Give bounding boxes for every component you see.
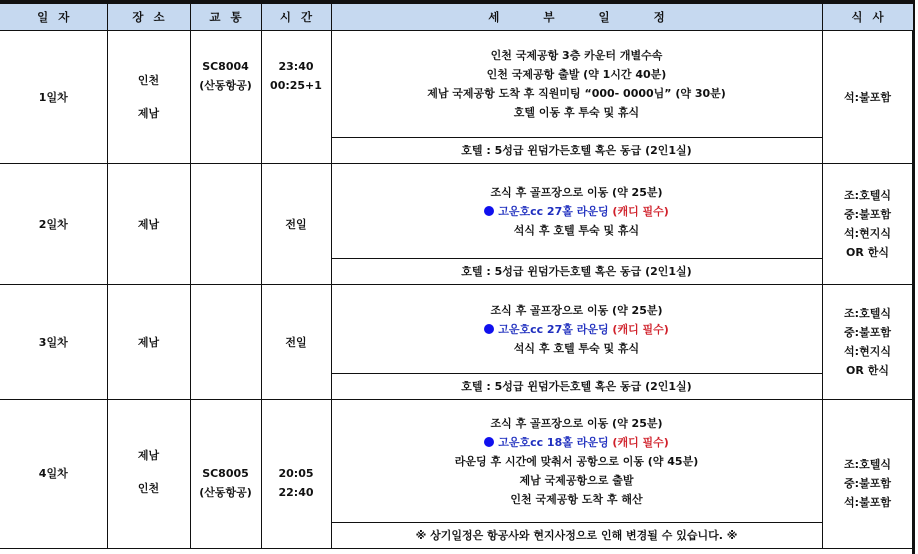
place-to: 인천	[137, 482, 160, 495]
meal-item: 석:현지식	[844, 345, 891, 358]
meal-item: OR 한식	[846, 246, 889, 259]
round-text: 고운호cc 18홀 라운딩	[498, 435, 609, 449]
round-text: 고운호cc 27홀 라운딩	[498, 204, 609, 218]
meal-cell	[822, 400, 913, 549]
detail-cell	[331, 285, 822, 374]
time-cell	[261, 164, 331, 285]
transport-cell	[190, 164, 261, 285]
meal-cell	[822, 31, 913, 164]
time-label: 전일	[285, 217, 307, 231]
place-name: 제남	[137, 217, 160, 231]
time-cell	[261, 285, 331, 400]
airline-name: (산동항공)	[199, 486, 252, 499]
caddie-required: (캐디 필수)	[612, 435, 669, 449]
place-to: 제남	[137, 107, 160, 120]
day-row-3	[0, 285, 913, 374]
place-cell	[107, 400, 190, 549]
meal-item: 석:현지식	[844, 227, 891, 240]
hotel-info: 호텔 : 5성급 윈덤가든호텔 혹은 동급 (2인1실)	[331, 259, 822, 285]
transport-cell	[190, 285, 261, 400]
departure-time: 20:05	[278, 467, 314, 480]
detail-line: 호텔 이동 후 투숙 및 휴식	[513, 106, 640, 119]
detail-line: 조식 후 골프장으로 이동 (약 25분)	[490, 416, 663, 430]
place-from: 인천	[137, 74, 160, 87]
header-meal: 식 사	[822, 4, 913, 31]
detail-line: 제남 국제공항 도착 후 직원미팅 “000- 0000님” (약 30분)	[427, 87, 726, 100]
time-cell	[261, 400, 331, 549]
place-name: 제남	[137, 335, 160, 349]
header-time: 시 간	[261, 4, 331, 31]
arrival-time: 22:40	[278, 486, 314, 499]
place-cell	[107, 285, 190, 400]
arrival-time: 00:25+1	[270, 79, 322, 92]
round-line	[332, 202, 822, 221]
schedule-change-notice: ※ 상기일정은 항공사와 현지사정으로 인해 변경될 수 있습니다. ※	[331, 523, 822, 549]
detail-cell	[331, 31, 822, 138]
meal-item: 조:호텔식	[844, 189, 891, 202]
meal-cell	[822, 285, 913, 400]
departure-time: 23:40	[278, 60, 314, 73]
caddie-required: (캐디 필수)	[612, 204, 669, 218]
day-label: 3일차	[0, 285, 107, 400]
airline-name: (산동항공)	[199, 79, 252, 92]
detail-line: 조식 후 골프장으로 이동 (약 25분)	[490, 185, 663, 199]
transport-cell	[190, 400, 261, 549]
meal-item: 조:호텔식	[844, 307, 891, 320]
bullet-dot-icon	[484, 324, 494, 334]
header-day: 일 자	[0, 4, 107, 31]
meal-item: 중:불포함	[844, 326, 891, 339]
hotel-info: 호텔 : 5성급 윈덤가든호텔 혹은 동급 (2인1실)	[331, 138, 822, 164]
detail-line: 제남 국제공항으로 출발	[519, 473, 634, 487]
day-label: 2일차	[0, 164, 107, 285]
header-row	[0, 4, 913, 31]
meal-item: 석:불포함	[844, 90, 891, 104]
detail-cell	[331, 400, 822, 523]
detail-cell	[331, 164, 822, 259]
flight-number: SC8005	[202, 467, 249, 480]
detail-line: 인천 국제공항 도착 후 해산	[510, 492, 643, 506]
meal-item: OR 한식	[846, 364, 889, 377]
day-label: 4일차	[0, 400, 107, 549]
bullet-dot-icon	[484, 206, 494, 216]
meal-item: 중:불포함	[844, 477, 891, 490]
round-text: 고운호cc 27홀 라운딩	[498, 322, 609, 336]
detail-line: 인천 국제공항 출발 (약 1시간 40분)	[486, 68, 667, 81]
header-place: 장 소	[107, 4, 190, 31]
round-line	[332, 433, 822, 452]
hotel-info: 호텔 : 5성급 윈덤가든호텔 혹은 동급 (2인1실)	[331, 374, 822, 400]
detail-line: 라운딩 후 시간에 맞춰서 공항으로 이동 (약 45분)	[454, 454, 699, 468]
header-detail: 세 부 일 정	[331, 4, 822, 31]
itinerary-table	[0, 3, 914, 549]
bullet-dot-icon	[484, 437, 494, 447]
flight-number: SC8004	[202, 60, 249, 73]
detail-line: 석식 후 호텔 투숙 및 휴식	[513, 223, 640, 237]
detail-line: 조식 후 골프장으로 이동 (약 25분)	[490, 303, 663, 317]
round-line	[332, 320, 822, 339]
place-cell	[107, 164, 190, 285]
header-transport: 교 통	[190, 4, 261, 31]
day-row-4	[0, 400, 913, 523]
detail-line: 인천 국제공항 3층 카운터 개별수속	[490, 49, 663, 62]
place-from: 제남	[137, 449, 160, 462]
meal-item: 중:불포함	[844, 208, 891, 221]
time-cell	[261, 31, 331, 164]
meal-item: 석:불포함	[844, 496, 891, 509]
transport-cell	[190, 31, 261, 164]
day-row-1	[0, 31, 913, 138]
place-cell	[107, 31, 190, 164]
caddie-required: (캐디 필수)	[612, 322, 669, 336]
meal-item: 조:호텔식	[844, 458, 891, 471]
meal-cell	[822, 164, 913, 285]
day-row-2	[0, 164, 913, 259]
time-label: 전일	[285, 335, 307, 349]
detail-line: 석식 후 호텔 투숙 및 휴식	[513, 341, 640, 355]
day-label: 1일차	[0, 31, 107, 164]
